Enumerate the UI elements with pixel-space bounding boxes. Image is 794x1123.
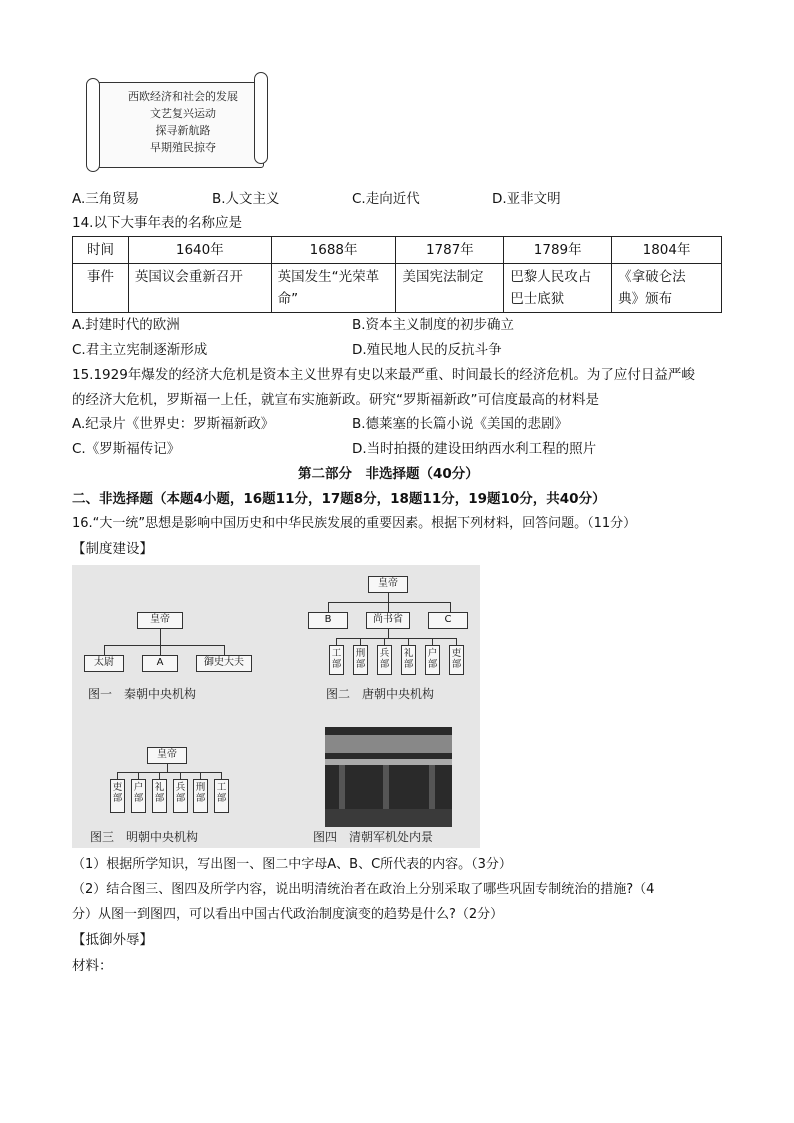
fig2-connector (336, 638, 337, 645)
event-text: 巴士底狱 (510, 291, 565, 307)
fig2-connector (388, 629, 389, 638)
q15-option-b: B.德莱塞的长篇小说《美国的悲剧》 (352, 416, 569, 432)
fig2-ministry-box: 户部 (425, 645, 440, 675)
fig2-child-box: B (308, 612, 348, 629)
table-cell-event (612, 264, 722, 313)
fig2-connector (450, 602, 451, 612)
photo-floor (325, 809, 452, 827)
fig1-child-box: A (142, 655, 178, 672)
q13-option-a: A.三角贸易 (72, 191, 140, 207)
fig2-connector (456, 638, 457, 645)
fig3-connector (159, 772, 160, 779)
table-cell-year: 1688年 (271, 237, 396, 264)
q13-option-c: C.走向近代 (352, 191, 420, 207)
fig3-ministry-box: 礼部 (152, 779, 167, 813)
event-text: 命” (277, 291, 299, 307)
scroll-line: 文艺复兴运动 (150, 107, 216, 120)
fig1-connector (160, 629, 161, 645)
fig3-connector (180, 772, 181, 779)
fig2-connector (360, 638, 361, 645)
q15-option-c: C.《罗斯福传记》 (72, 441, 181, 457)
table-row (73, 237, 722, 264)
table-cell-event (396, 264, 504, 313)
table-cell-event (271, 264, 396, 313)
fig3-caption: 图三 明朝中央机构 (90, 830, 199, 844)
fig2-connector (432, 638, 433, 645)
fig2-ministry-box: 吏部 (449, 645, 464, 675)
table-cell-event (504, 264, 612, 313)
fig2-child-box: 尚书省 (366, 612, 410, 629)
fig2-ministry-box: 刑部 (353, 645, 368, 675)
q16-subquestion-2-line1: （2）结合图三、图四及所学内容，说出明清统治者在政治上分别采取了哪些巩固专制统治的措施?（4 (72, 882, 655, 897)
fig3-connector (117, 772, 221, 773)
fig2-connector (384, 638, 385, 645)
scroll-illustration (84, 72, 270, 176)
fig1-child-box: 太尉 (84, 655, 124, 672)
fig2-ministry-box: 兵部 (377, 645, 392, 675)
q16-stem: 16.“大一统”思想是影响中国历史和中华民族发展的重要因素。根据下列材料，回答问题。（11分） (72, 516, 637, 531)
event-text: 美国宪法制定 (402, 269, 484, 285)
fig2-connector (408, 638, 409, 645)
fig1-caption: 图一 秦朝中央机构 (88, 687, 197, 701)
table-row-label-event: 事件 (73, 264, 129, 313)
q16-subquestion-2-line2: 分）从图一到图四，可以看出中国古代政治制度演变的趋势是什么?（2分） (72, 907, 504, 922)
q16-subquestion-1: （1）根据所学知识，写出图一、图二中字母A、B、C所代表的内容。（3分） (72, 857, 512, 872)
scroll-line: 西欧经济和社会的发展 (128, 90, 238, 103)
part2-section-heading: 二、非选择题（本题4小题，16题11分，17题8分，18题11分，19题10分，共40分） (72, 491, 606, 507)
events-table (72, 236, 722, 313)
q13-option-b: B.人文主义 (212, 191, 280, 207)
scroll-text (108, 88, 258, 156)
q16-material-label: 材料： (72, 958, 113, 974)
q14-option-d: D.殖民地人民的反抗斗争 (352, 342, 502, 358)
fig2-connector (328, 602, 450, 603)
q14-option-b: B.资本主义制度的初步确立 (352, 317, 515, 333)
fig3-ministry-box: 吏部 (110, 779, 125, 813)
fig4-caption: 图四 清朝军机处内景 (313, 830, 434, 844)
fig2-ministry-box: 礼部 (401, 645, 416, 675)
fig3-ministry-box: 户部 (131, 779, 146, 813)
event-text: 《拿破仑法 (618, 269, 686, 285)
fig3-ministry-box: 兵部 (173, 779, 188, 813)
fig1-connector (224, 645, 225, 655)
fig3-emperor-box: 皇帝 (147, 747, 187, 764)
fig2-emperor-box: 皇帝 (368, 576, 408, 593)
fig3-connector (138, 772, 139, 779)
event-text: 巴黎人民攻占 (510, 269, 592, 285)
table-cell-year: 1787年 (396, 237, 504, 264)
event-text: 典》颁布 (618, 291, 673, 307)
fig4-photo (325, 727, 452, 827)
fig3-connector (200, 772, 201, 779)
q16-section-system: 【制度建设】 (72, 541, 153, 557)
fig2-child-box: C (428, 612, 468, 629)
q14-option-a: A.封建时代的欧洲 (72, 317, 180, 333)
fig1-connector (104, 645, 105, 655)
part2-title: 第二部分 非选择题（40分） (298, 466, 479, 482)
table-cell-year: 1640年 (128, 237, 271, 264)
fig2-caption: 图二 唐朝中央机构 (326, 687, 435, 701)
scroll-line: 早期殖民掠夺 (150, 141, 216, 154)
table-row-label-time: 时间 (73, 237, 129, 264)
q14-option-c: C.君主立宪制逐渐形成 (72, 342, 208, 358)
photo-beam (325, 735, 452, 753)
q15-option-d: D.当时拍摄的建设田纳西水利工程的照片 (352, 441, 597, 457)
fig2-connector (336, 638, 456, 639)
fig2-ministry-box: 工部 (329, 645, 344, 675)
q16-section-defense: 【抵御外辱】 (72, 932, 153, 948)
fig2-connector (388, 593, 389, 602)
fig3-connector (117, 772, 118, 779)
q15-option-a: A.纪录片《世界史：罗斯福新政》 (72, 416, 275, 432)
q15-stem-line1: 15.1929年爆发的经济大危机是资本主义世界有史以来最严重、时间最长的经济危机。为了应付日益严峻 (72, 367, 695, 383)
table-cell-year: 1804年 (612, 237, 722, 264)
fig2-connector (328, 602, 329, 612)
fig1-connector (160, 645, 161, 655)
fig1-connector (104, 645, 224, 646)
fig2-connector (388, 602, 389, 612)
q14-stem: 14.以下大事年表的名称应是 (72, 215, 242, 231)
event-text: 英国发生“光荣革 (277, 269, 380, 285)
table-cell-event (128, 264, 271, 313)
fig3-connector (221, 772, 222, 779)
fig1-child-box: 御史大夫 (196, 655, 252, 672)
table-cell-year: 1789年 (504, 237, 612, 264)
event-text: 英国议会重新召开 (134, 269, 243, 285)
fig3-ministry-box: 刑部 (193, 779, 208, 813)
scroll-left-curl (86, 78, 100, 172)
table-row (73, 264, 722, 313)
q13-option-d: D.亚非文明 (492, 191, 561, 207)
fig3-ministry-box: 工部 (214, 779, 229, 813)
fig1-emperor-box: 皇帝 (137, 612, 183, 629)
q15-stem-line2: 的经济大危机，罗斯福一上任，就宣布实施新政。研究“罗斯福新政”可信度最高的材料是 (72, 392, 599, 408)
scroll-line: 探寻新航路 (155, 124, 211, 137)
fig3-connector (167, 764, 168, 772)
